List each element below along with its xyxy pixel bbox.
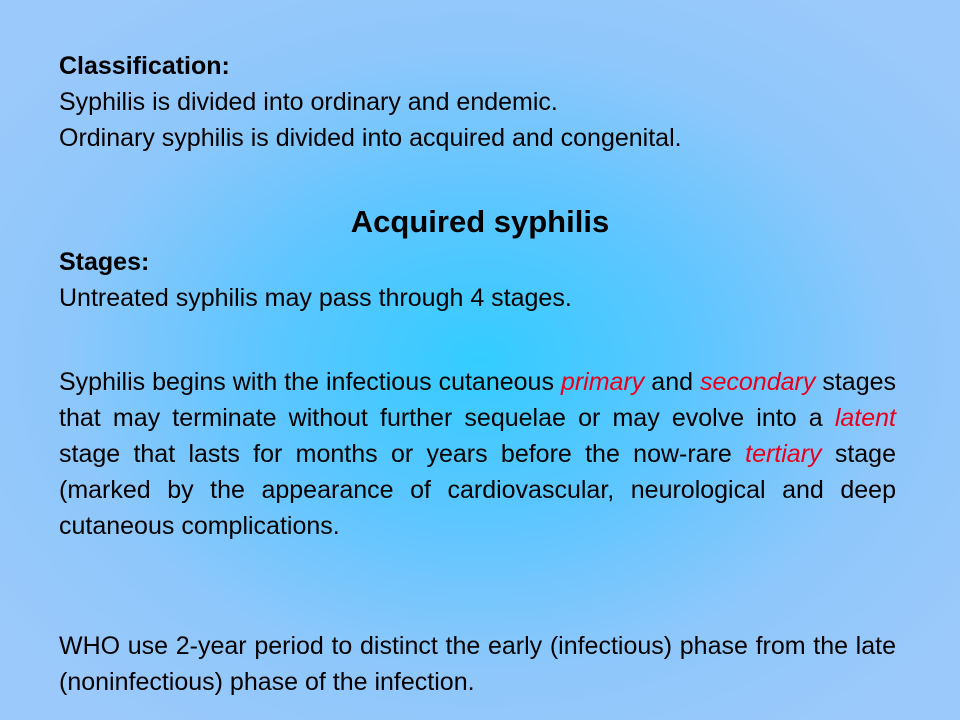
classification-section xyxy=(59,48,896,156)
stages-section xyxy=(59,244,896,316)
paragraph-text-2: and xyxy=(644,368,700,396)
paragraph-text-5: stage (marked by the appearance of cardiovascular, neurological and deep cutaneous complications. xyxy=(59,440,896,540)
stages-heading: Stages: xyxy=(59,248,150,276)
classification-line-1: Syphilis is divided into ordinary and endemic. xyxy=(59,88,558,116)
term-primary: primary xyxy=(560,368,645,396)
term-secondary: secondary xyxy=(700,368,816,396)
classification-line-2: Ordinary syphilis is divided into acquired and congenital. xyxy=(59,124,682,152)
term-tertiary: tertiary xyxy=(745,440,822,468)
term-latent: latent xyxy=(834,404,896,432)
classification-heading: Classification: xyxy=(59,52,230,80)
who-paragraph: WHO use 2-year period to distinct the early (infectious) phase from the late (noninfectious) phase of the infection. xyxy=(59,632,896,696)
paragraph-text-3: stages that may terminate without further sequelae or may evolve into a xyxy=(59,368,897,432)
paragraph-text-1: Syphilis begins with the infectious cutaneous xyxy=(59,368,561,396)
stages-text: Untreated syphilis may pass through 4 stages. xyxy=(59,284,572,312)
paragraph-text-4: stage that lasts for months or years before the now-rare xyxy=(59,440,746,468)
slide-title: Acquired syphilis xyxy=(350,204,610,239)
stages-paragraph xyxy=(59,364,896,544)
